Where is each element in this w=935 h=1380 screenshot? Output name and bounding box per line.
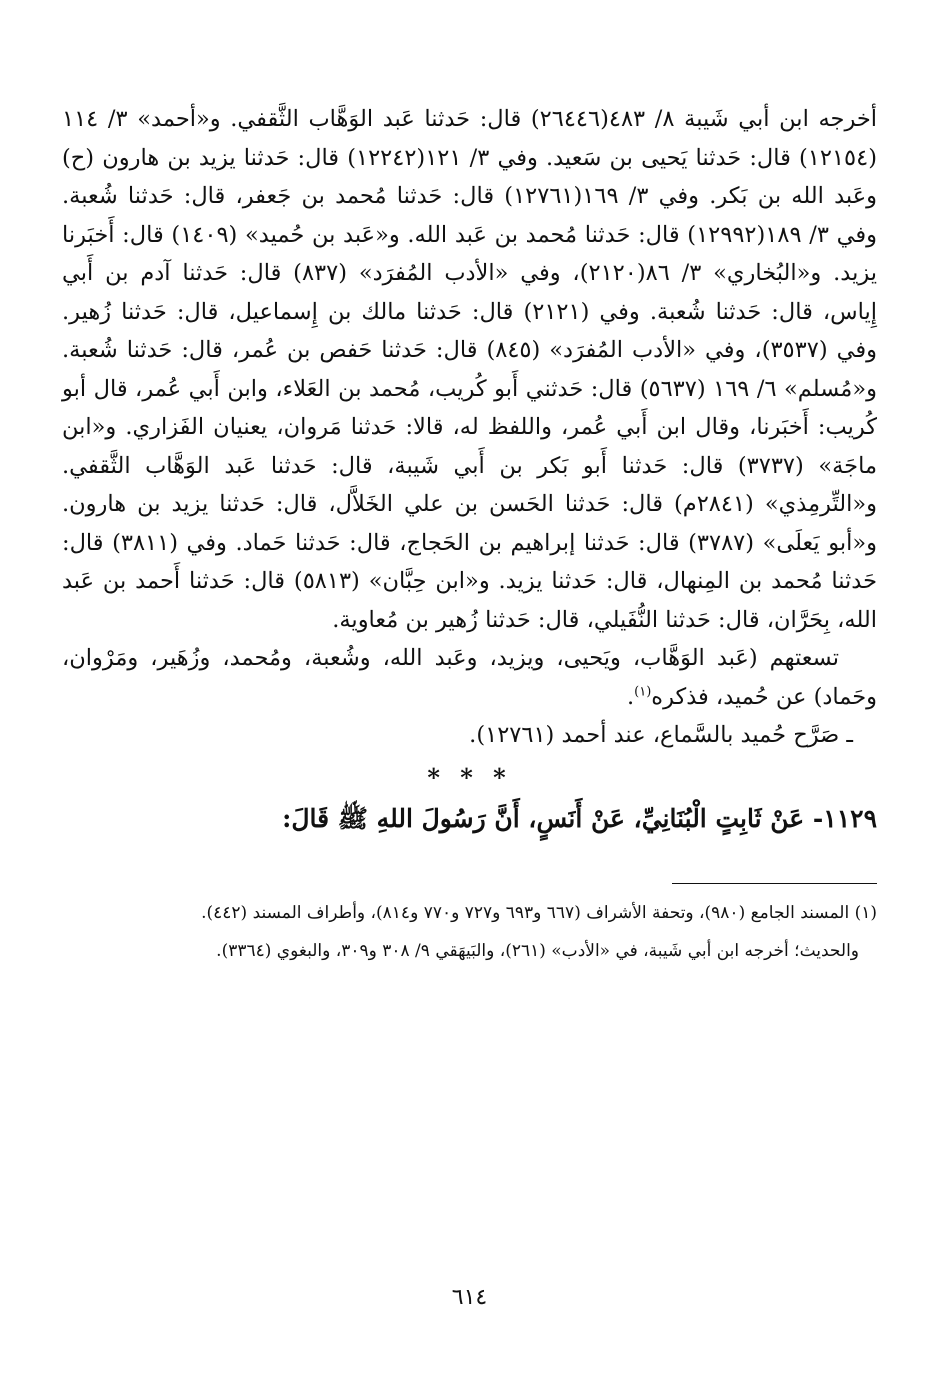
summary-paragraph: تسعتهم (عَبد الوَهَّاب، ويَحيى، ويزيد، وعَبد الله، وشُعبة، ومُحمد، وزُهَير، ومَرْوان، وحَماد) عن حُميد، فذكره$^{(١)}$. — [62, 645, 877, 710]
takhrij-paragraph — [62, 100, 877, 639]
summary-text: تسعتهم (عَبد الوَهَّاب، ويَحيى، ويزيد، وعَبد الله، وشُعبة، ومُحمد، وزُهَير، ومَرْوان، وحَماد) عن حُميد، فذكره — [62, 645, 877, 710]
takhrij-text: أخرجه ابن أبي شَيبة ٨/ ٤٨٣(٢٦٤٤٦) قال: حَدثنا عَبد الوَهَّاب الثَّقفي. و«أحمد» ٣/ ١١٤ (١٢١٥٤) قال: حَدثنا يَحيى بن سَعيد. وفي ٣/ ١٢١(١٢٢٤٢) قال: حَدثنا يزيد بن هارون (ح) وعَبد الله بن بَكر. وفي ٣/ ١٦٩(١٢٧٦١) قال: حَدثنا مُحمد بن جَعفر، قال: حَدثنا شُعبة. وفي ٣/ ١٨٩(١٢٩٩٢) قال: حَدثنا مُحمد بن عَبد الله. و«عَبد بن حُميد» (١٤٠٩) قال: أَخبَرنا يزيد. و«البُخاري» ٣/ ٨٦(٢١٢٠)، وفي «الأدب المُفرَد» (٨٣٧) قال: حَدثنا آدم بن أَبي إِياس، قال: حَدثنا شُعبة. وفي (٢١٢١) قال: حَدثنا مالك بن إِسماعيل، قال: حَدثنا زُهير. وفي (٣٥٣٧)، وفي «الأدب المُفرَد» (٨٤٥) قال: حَدثنا حَفص بن عُمر، قال: حَدثنا شُعبة. و«مُسلم» ٦/ ١٦٩ (٥٦٣٧) قال: حَدثني أَبو كُريب، مُحمد بن العَلاء، وابن أَبي عُمر، قال أبو كُريب: أَخبَرنا، وقال ابن أَبي عُمر، واللفظ له، قالا: حَدثنا مَروان، يعنيان الفَزاري. و«ابن ماجَة» (٣٧٣٧) قال: حَدثنا أَبو بَكر بن أَبي شَيبة، قال: حَدثنا عَبد الوَهَّاب الثَّقفي. و«التِّرمِذي» (٢٨٤١م) قال: حَدثنا الحَسن بن علي الخَلاَّل، قال: حَدثنا يزيد بن هارون. و«أبو يَعلَى» (٣٧٨٧) قال: حَدثنا إبراهيم بن الحَجاج، قال: حَدثنا حَماد. وفي (٣٨١١) قال: حَدثنا مُحمد بن المِنهال، قال: حَدثنا يزيد. و«ابن حِبَّان» (٥٨١٣) قال: حَدثنا أَحمد بن عَبد الله، بِحَرَّان، قال: حَدثنا النُّفَيلي، قال: حَدثنا زُهير بن مُعاوية. — [62, 106, 878, 633]
footnote-item: والحديث؛ أخرجه ابن أبي شَيبة، في «الأدب» (٢٦١)، والبَيهَقي ٩/ ٣٠٨ و٣٠٩، والبغوي (٣٣٦٤). — [216, 940, 859, 961]
note-paragraph: ـ صَرَّح حُميد بالسَّماع، عند أحمد (١٢٧٦١). — [469, 722, 853, 748]
hadith-heading: ١١٢٩- عَنْ ثَابِتٍ الْبُنَانِيِّ، عَنْ أَنَسٍ، أَنَّ رَسُولَ اللهِ ﷺ قَالَ: — [282, 803, 877, 833]
document-page — [62, 100, 877, 1360]
footnote-item: (١) المسند الجامع (٩٨٠)، وتحفة الأشراف (٦٦٧ و٦٩٣ و٧٢٧ و٧٧٠ و٨١٤)، وأطراف المسند (٤٤٢). — [201, 902, 877, 923]
main-text — [62, 100, 877, 755]
page-number: ٦١٤ — [451, 1285, 488, 1310]
footnotes — [62, 898, 877, 966]
footnote-reference[interactable]: (١) — [634, 684, 652, 699]
section-separator: * * * — [427, 762, 512, 792]
footnote-divider — [672, 883, 877, 884]
